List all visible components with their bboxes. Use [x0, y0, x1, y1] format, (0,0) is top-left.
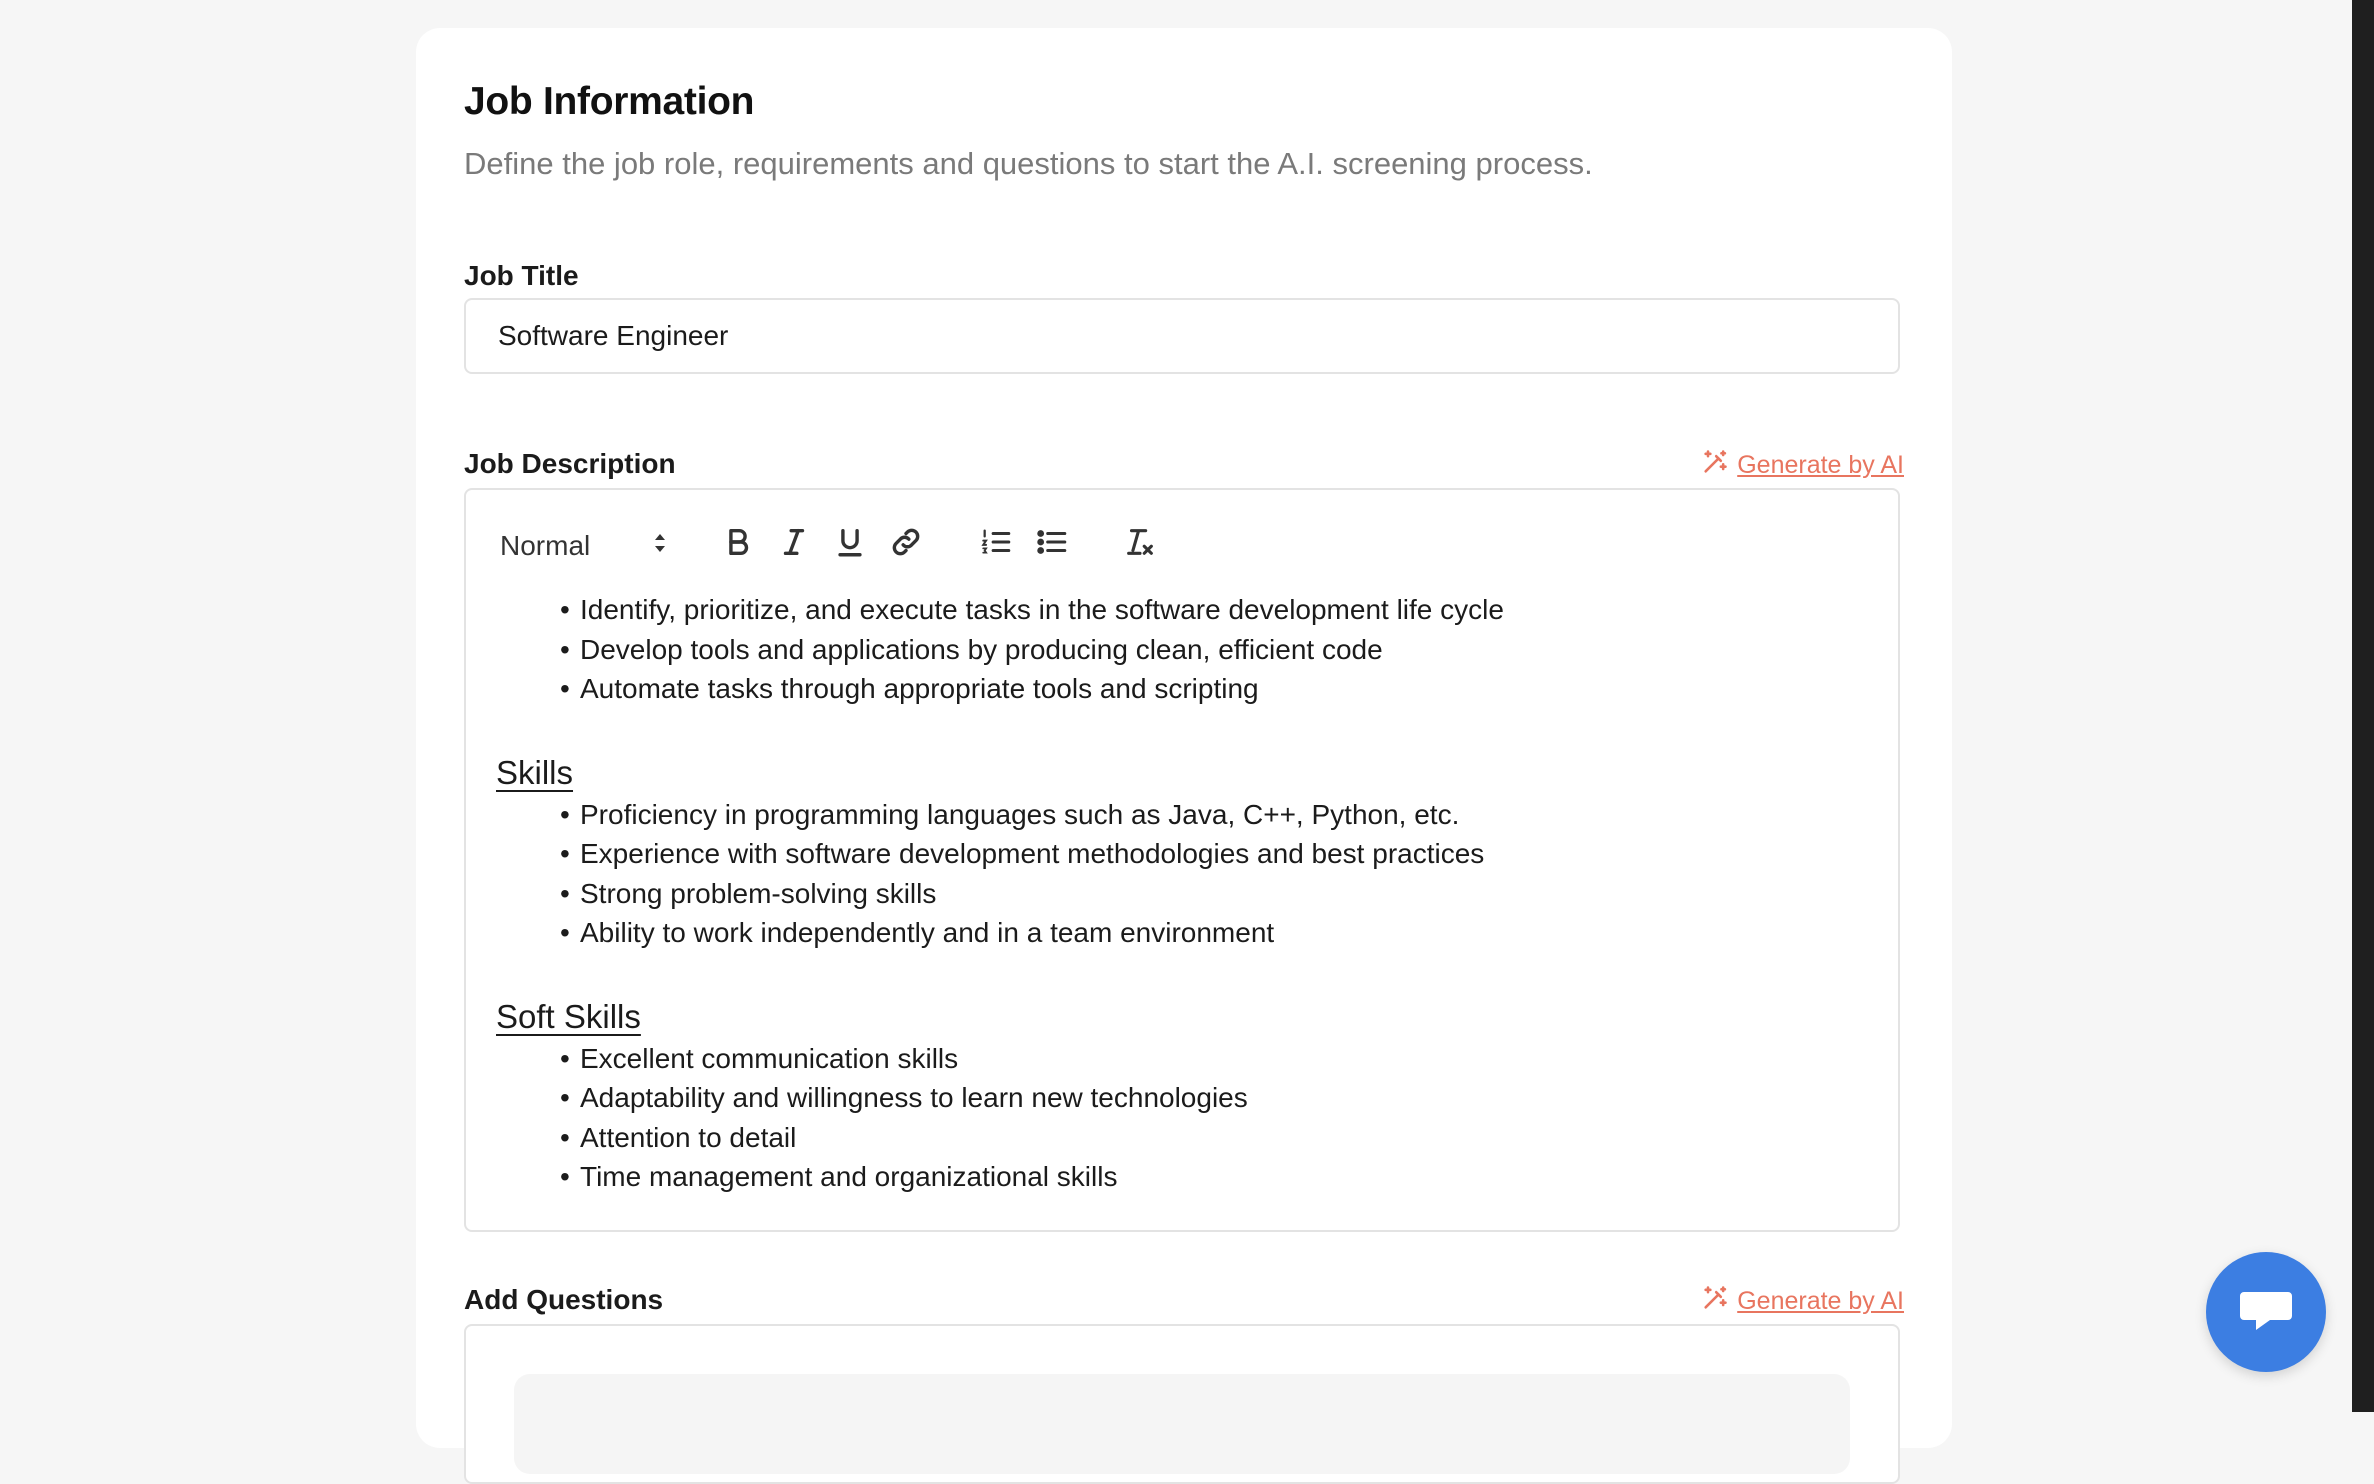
- job-information-card: [416, 28, 1952, 1448]
- job-description-editor[interactable]: [464, 488, 1900, 1232]
- italic-icon: [777, 525, 811, 564]
- list-item: • Excellent communication skills: [580, 1039, 1876, 1079]
- generate-questions-by-ai-link[interactable]: [1701, 1284, 1904, 1319]
- list-item: • Attention to detail: [580, 1118, 1876, 1158]
- bold-button[interactable]: [716, 522, 760, 566]
- right-edge-strip: [2352, 0, 2374, 1412]
- soft-skills-heading: Soft Skills: [496, 997, 641, 1035]
- page-title: Job Information: [464, 80, 755, 123]
- bullet-list-icon: [1035, 525, 1069, 564]
- intro-list: [496, 590, 1876, 709]
- job-title-label: Job Title: [464, 260, 579, 291]
- list-item: • Time management and organizational skills: [580, 1157, 1876, 1197]
- generate-description-by-ai-link[interactable]: [1701, 448, 1904, 483]
- add-questions-label: Add Questions: [464, 1284, 664, 1315]
- text-format-select[interactable]: [500, 526, 670, 566]
- job-description-label: Job Description: [464, 448, 676, 479]
- generate-by-ai-label: Generate by AI: [1737, 1287, 1904, 1315]
- ordered-list-icon: [979, 525, 1013, 564]
- list-item: • Identify, prioritize, and execute tasks in the software development life cycle: [580, 590, 1876, 630]
- bullet-list-button[interactable]: [1030, 522, 1074, 566]
- list-item: • Develop tools and applications by producing clean, efficient code: [580, 630, 1876, 670]
- editor-content[interactable]: [496, 590, 1876, 1197]
- magic-wand-icon: [1701, 448, 1729, 483]
- list-item: • Adaptability and willingness to learn new technologies: [580, 1078, 1876, 1118]
- list-item: • Automate tasks through appropriate tools and scripting: [580, 669, 1876, 709]
- chat-button[interactable]: [2206, 1252, 2326, 1372]
- soft-skills-list: [496, 1039, 1876, 1197]
- clear-format-button[interactable]: [1118, 522, 1162, 566]
- underline-button[interactable]: [828, 522, 872, 566]
- link-button[interactable]: [884, 522, 928, 566]
- underline-icon: [833, 525, 867, 564]
- page-subtitle: Define the job role, requirements and questions to start the A.I. screening process.: [464, 146, 1593, 181]
- list-item: • Ability to work independently and in a team environment: [580, 913, 1876, 953]
- job-title-input[interactable]: [464, 298, 1900, 374]
- bold-icon: [721, 525, 755, 564]
- list-item: • Strong problem-solving skills: [580, 874, 1876, 914]
- magic-wand-icon: [1701, 1284, 1729, 1319]
- list-item: • Experience with software development methodologies and best practices: [580, 834, 1876, 874]
- chat-bubble-icon: [2234, 1278, 2298, 1347]
- clear-format-icon: [1123, 525, 1157, 564]
- generate-by-ai-label: Generate by AI: [1737, 451, 1904, 479]
- ordered-list-button[interactable]: [974, 522, 1018, 566]
- list-item: • Proficiency in programming languages such as Java, C++, Python, etc.: [580, 795, 1876, 835]
- questions-box: [464, 1324, 1900, 1484]
- skills-list: [496, 795, 1876, 953]
- question-input-area[interactable]: [514, 1374, 1850, 1474]
- skills-heading: Skills: [496, 753, 574, 791]
- italic-button[interactable]: [772, 522, 816, 566]
- link-icon: [889, 525, 923, 564]
- editor-toolbar: [466, 490, 1898, 600]
- format-select-value: Normal: [500, 530, 591, 561]
- select-arrows-icon: [650, 528, 670, 565]
